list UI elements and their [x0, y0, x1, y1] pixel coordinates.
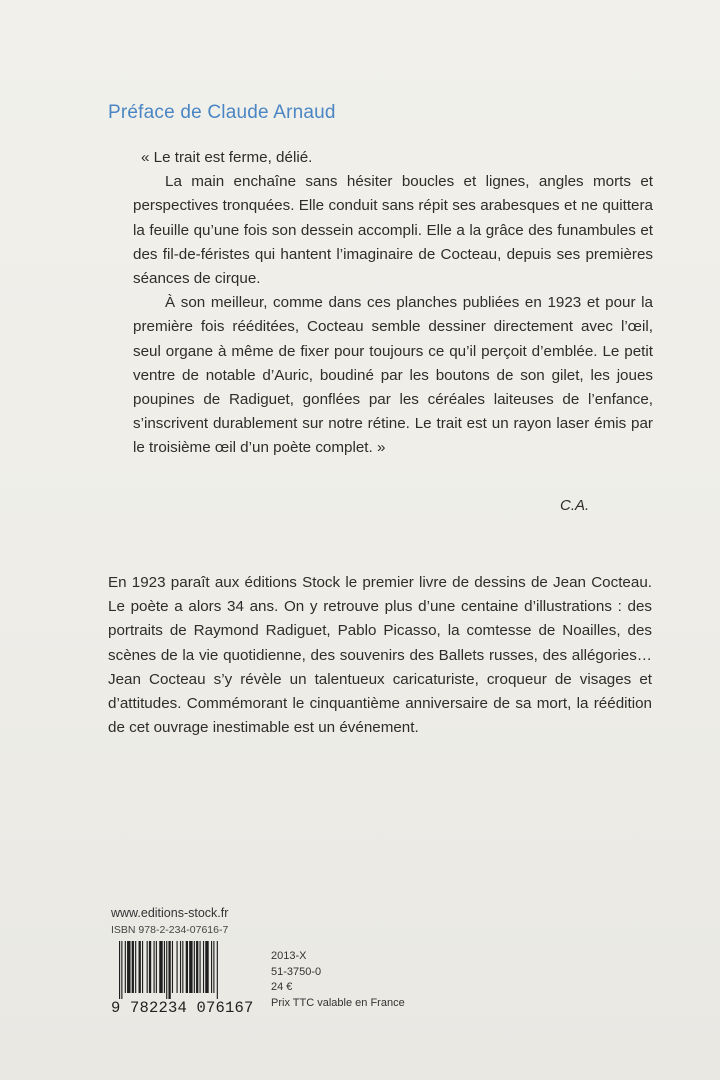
barcode — [111, 941, 263, 1023]
quote-paragraph: « Le trait est ferme, délié. — [141, 149, 313, 166]
barcode-bar — [149, 941, 151, 993]
barcode-bars-graphic — [119, 941, 263, 999]
barcode-digits: 9 782234 076167 — [111, 999, 254, 1017]
barcode-bar — [135, 941, 136, 993]
barcode-bar — [142, 941, 143, 993]
barcode-bar — [213, 941, 214, 993]
barcode-bar — [156, 941, 157, 993]
preface-signature: C.A. — [560, 497, 590, 514]
barcode-bar — [189, 941, 192, 993]
barcode-bar — [168, 941, 170, 999]
barcode-bar — [177, 941, 178, 993]
quote-paragraph: La main enchaîne sans hésiter boucles et lignes, angles morts et perspectives tronquées. Elle conduit sans répit ses arabesques et ne quittera la feuille qu’une fois son dessein accompli. Elle a la grâce des funambules et des fil-de-féristes qui hantent l’imaginaire de Cocteau, depuis ses premières séances de cirque. — [133, 173, 653, 288]
barcode-bar — [186, 941, 188, 993]
barcode-bar — [203, 941, 204, 993]
barcode-bar — [159, 941, 162, 993]
barcode-bar — [125, 941, 126, 993]
barcode-bar — [217, 941, 218, 999]
quote-paragraph: À son meilleur, comme dans ces planches publiées en 1923 et pour la première fois rééditées, Cocteau semble dessiner directement avec l’œil, seul organe à même de fixer pour toujours ce qu’il perçoit d’emblée. Le petit ventre de notable d’Auric, boudiné par les boutons de son gilet, les joues poupines de Radiguet, gonflées par les céréales laiteuses de l’enfance, s’inscrivent durablement sur notre rétine. Le trait est un rayon laser émis par le troisième œil d’un poète complet. » — [133, 294, 653, 457]
barcode-bar — [182, 941, 183, 993]
barcode-bar — [127, 941, 130, 993]
barcode-bar — [147, 941, 148, 993]
isbn-number: ISBN 978-2-234-07616-7 — [111, 924, 229, 936]
price-code-line: 51-3750-0 — [271, 965, 322, 978]
price-code-line: 2013-X — [271, 950, 307, 962]
barcode-bar — [211, 941, 212, 993]
barcode-bar — [164, 941, 165, 993]
barcode-bar — [194, 941, 195, 993]
barcode-bar — [200, 941, 201, 993]
barcode-bar — [180, 941, 181, 993]
price-note: Prix TTC valable en France — [271, 996, 405, 1009]
publisher-website: www.editions-stock.fr — [111, 906, 229, 920]
barcode-bar — [166, 941, 167, 999]
barcode-bar — [154, 941, 155, 993]
price-info — [271, 949, 405, 1011]
preface-heading: Préface de Claude Arnaud — [108, 102, 336, 123]
preface-quote — [133, 146, 653, 461]
barcode-bar — [172, 941, 173, 993]
description-paragraph: En 1923 paraît aux éditions Stock le premier livre de dessins de Jean Cocteau. Le poète a alors 34 ans. On y retrouve plus d’une centaine d’illustrations : des portraits de Raymond Radiguet, Pablo Picasso, la comtesse de Noailles, des scènes de la vie quotidienne, des souvenirs des Ballets russes, des allégories… Jean Cocteau s’y révèle un talentueux caricaturiste, croqueur de visages et d’attitudes. Commémorant le cinquantième anniversaire de sa mort, la réédition de cet ouvrage inestimable est un événement. — [108, 574, 652, 737]
barcode-bar — [139, 941, 141, 993]
barcode-bar — [196, 941, 198, 993]
price-amount: 24 € — [271, 981, 293, 993]
barcode-bar — [205, 941, 208, 993]
barcode-bar — [132, 941, 134, 993]
barcode-bar — [119, 941, 120, 999]
book-description — [108, 571, 652, 740]
barcode-bar — [121, 941, 122, 999]
